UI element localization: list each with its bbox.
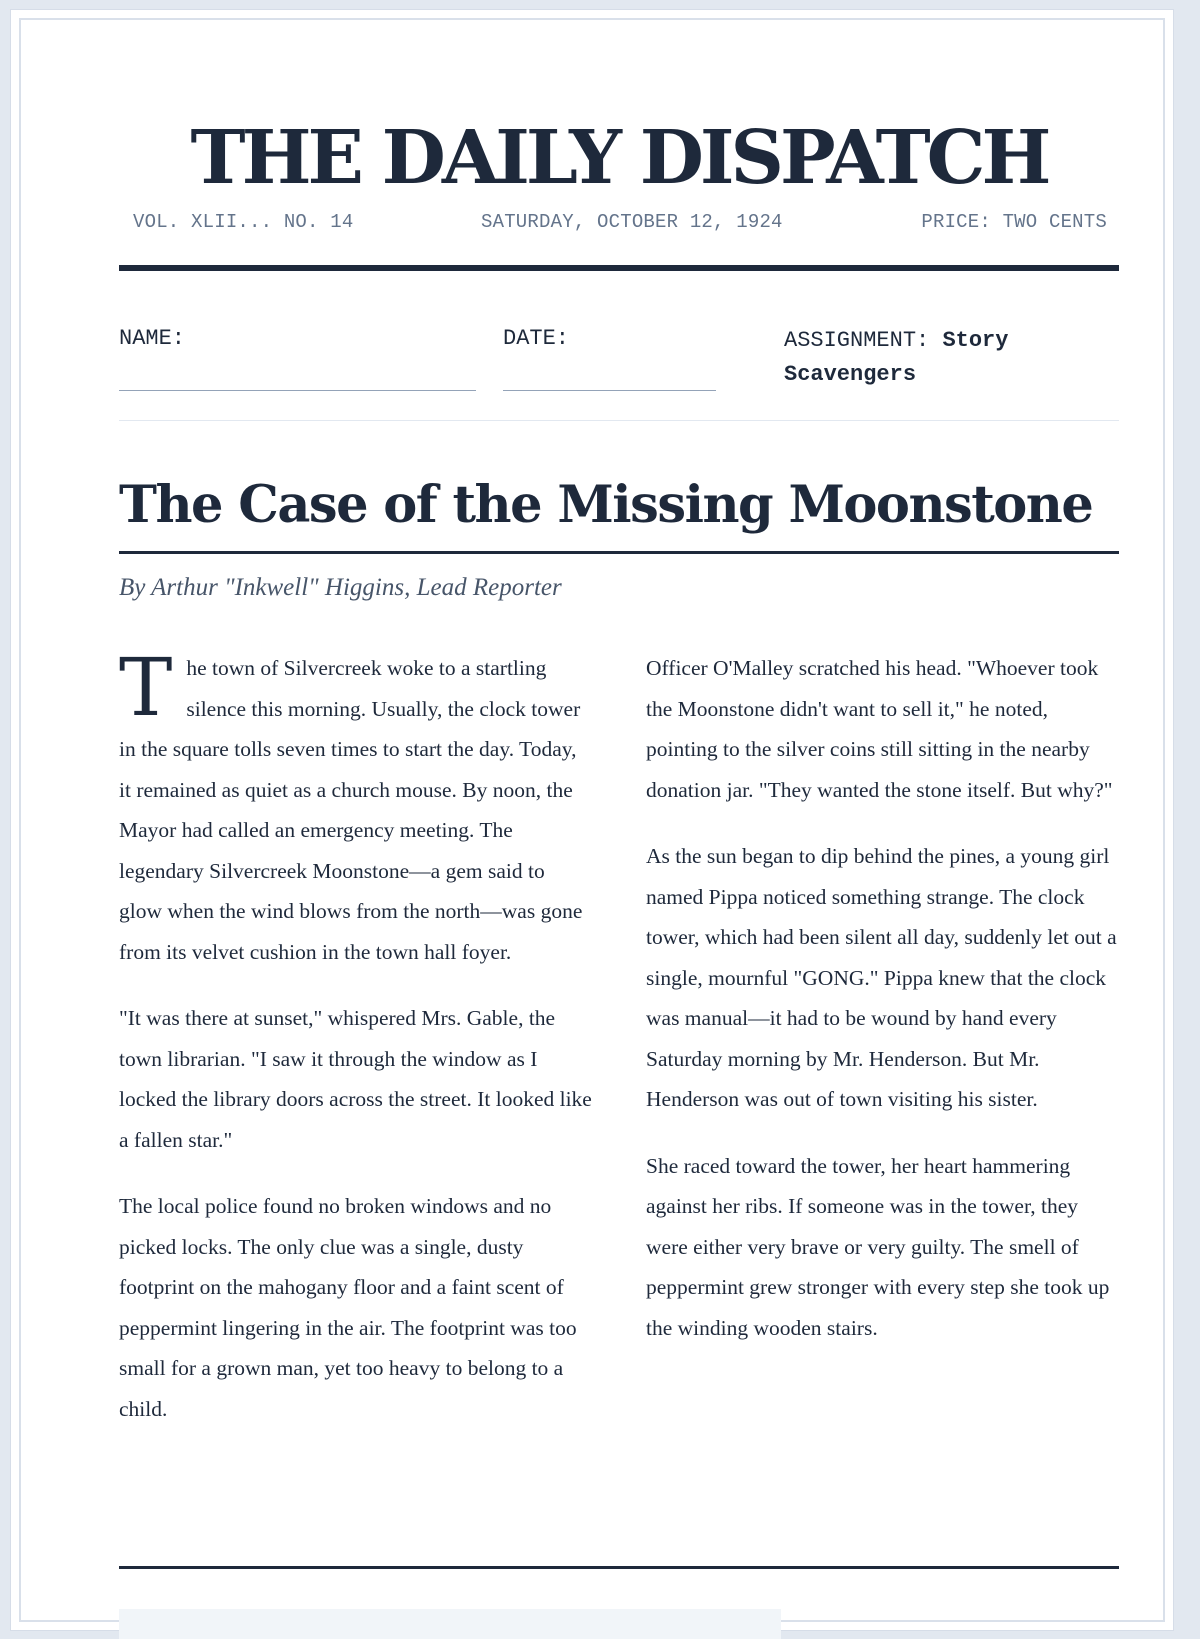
article-column-left: [119, 641, 592, 1455]
article-paragraph: "It was there at sunset," whispered Mrs. Gable, the town librarian. "I saw it through the window as I locked the library doors across the street. It looked like a fallen star.": [119, 1006, 592, 1152]
article-paragraph: The local police found no broken windows and no picked locks. The only clue was a single, dusty footprint on the mahogany floor and a faint scent of peppermint lingering in the air. The footprint was too small for a grown man, yet too heavy to belong to a child.: [119, 1194, 577, 1421]
name-field[interactable]: [119, 324, 476, 354]
assignment-value: Story Scavengers: [784, 328, 1009, 387]
volume-number: VOL. XLII... NO. 14: [133, 211, 354, 233]
student-info-fields: [119, 324, 1119, 404]
assignment-label: ASSIGNMENT:: [784, 328, 930, 353]
fields-divider: [119, 420, 1119, 421]
article-paragraph: She raced toward the tower, her heart hammering against her ribs. If someone was in the tower, they were either very brave or very guilty. The smell of peppermint grew stronger with every step she took up the winding wooden stairs.: [646, 1153, 1110, 1340]
article-headline: The Case of the Missing Moonstone: [119, 475, 1093, 535]
article-end-divider: [119, 1566, 1119, 1569]
name-label: NAME:: [119, 326, 186, 351]
article-column-right: [646, 648, 1123, 1374]
drop-cap: T: [119, 641, 173, 734]
date-label: DATE:: [503, 326, 570, 351]
article-paragraph: Officer O'Malley scratched his head. "Whoever took the Moonstone didn't want to sell it," he noted, pointing to the silver coins still sitting in the nearby donation jar. "They wanted the stone itself. But why?": [646, 656, 1113, 802]
activity-box: [119, 1609, 781, 1639]
issue-date: SATURDAY, OCTOBER 12, 1924: [481, 211, 783, 233]
worksheet-page: [11, 10, 1173, 1630]
name-write-line[interactable]: [119, 390, 476, 391]
article-paragraph: As the sun began to dip behind the pines, a young girl named Pippa noticed something strange. The clock tower, which had been silent all day, suddenly let out a single, mournful "GONG." Pippa knew that the clock was manual—it had to be wound by hand every Saturday morning by Mr. Henderson. But Mr. Henderson was out of town visiting his sister.: [646, 844, 1117, 1111]
article-byline: By Arthur "Inkwell" Higgins, Lead Reporter: [119, 574, 562, 601]
masthead-divider: [119, 265, 1119, 271]
newspaper-masthead: THE DAILY DISPATCH: [190, 115, 1048, 201]
masthead-meta: [119, 211, 1119, 237]
date-field[interactable]: [503, 324, 716, 354]
headline-divider: [119, 551, 1119, 554]
assignment-field: [784, 324, 1084, 392]
article-paragraph: [119, 641, 592, 972]
issue-price: PRICE: TWO CENTS: [921, 211, 1107, 233]
date-write-line[interactable]: [503, 390, 716, 391]
paragraph-text: he town of Silvercreek woke to a startling silence this morning. Usually, the clock tower in the square tolls seven times to start the day. Today, it remained as quiet as a church mouse. By noon, the Mayor had called an emergency meeting. The legendary Silvercreek Moonstone—a gem said to glow when the wind blows from the north—was gone from its velvet cushion in the town hall foyer.: [119, 656, 583, 964]
